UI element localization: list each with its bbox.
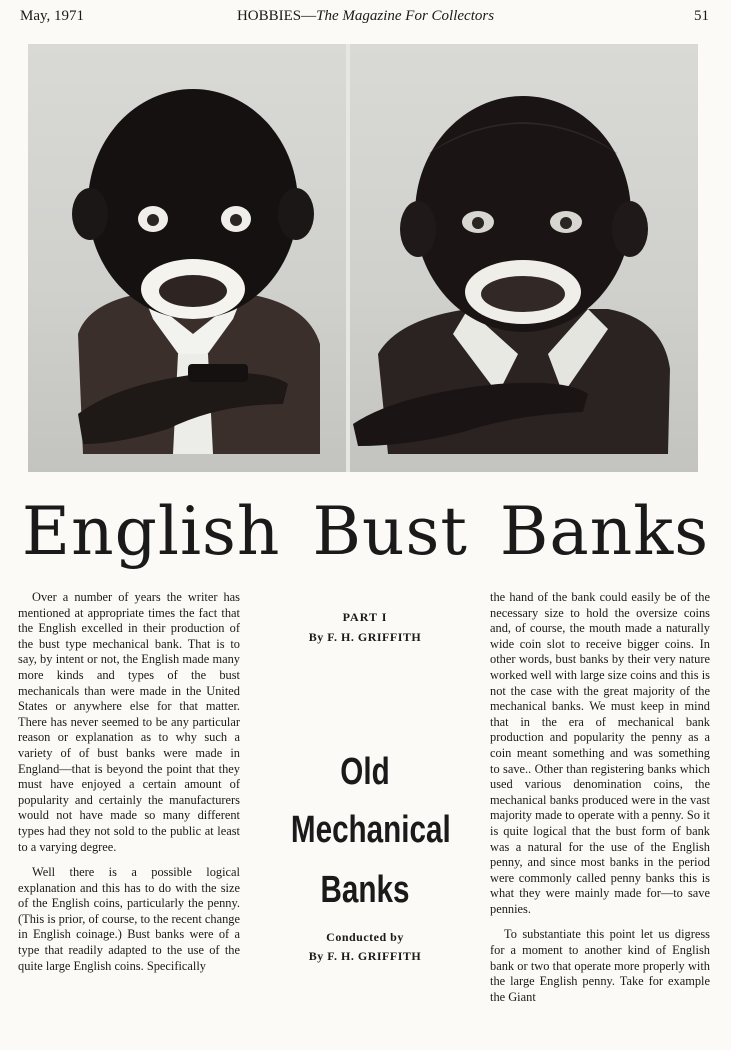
page-number: 51 xyxy=(694,8,709,24)
column-3-paragraph-1: the hand of the bank could easily be of the necessary size to hold the oversize coins and, of course, the mouth made a naturally wide coin slot to receive bigger coins. In other words, bust banks by their very nature worked well with large size coins and this is not the case with the great majority of the mechanical banks. We must keep in mind that in the era of mechanical bank production and popularity the penny as a coin meant something and was something to save.. Other than registering banks which used various denomination coins, the mechanical banks produced were in the vast majority made to operate with a penny. So it is quite logical that the bust form of bank was a natural for the use of the English penny, and since most banks in the period were commonly called penny banks this is what they were mainly made for—to save pennies. xyxy=(490,590,710,916)
column-1-paragraph-1: Over a number of years the writer has mentioned at appropriate times the fact that the English excelled in their production of the bust type mechanical bank. That is to say, by intent or not, the English made many more kinds and types of the bust mechanicals than were made in the United States or anywhere else for that matter. There has never seemed to be any particular reason or explanation as to why such a variety of of bust banks were made in England—that is beyond the point that they must have enjoyed a certain amount of popularity and certainly the manufacturers would not have made so many different types had they not sold to the public at least to a varying degree. xyxy=(18,590,240,854)
column-3-paragraph-2: To substantiate this point let us digress for a moment to another kind of English bank or two that operate more properly with the large English penny. Take for example the Giant xyxy=(490,927,710,1004)
column-title-line-3: Banks xyxy=(320,869,410,911)
column-1-paragraph-2: Well there is a possible logical explanation and this has to do with the size of the English coins, particularly the penny. (This is prior, of course, to the recent change in English coinage.) Bust banks were of a type that readily adapted to the use of the quite large English coins. Specifically xyxy=(18,865,240,973)
article-column-3 xyxy=(490,590,710,1015)
conducted-by-label: Conducted by xyxy=(326,930,404,944)
issue-date: May, 1971 xyxy=(20,8,85,24)
conductor-byline: By F. H. GRIFFITH xyxy=(308,949,422,963)
title-word-2: Bust xyxy=(312,493,468,570)
column-title-line-2: Mechanical xyxy=(290,809,451,851)
bank-photograph xyxy=(28,44,698,472)
title-word-1: English xyxy=(21,493,281,570)
author-byline: By F. H. GRIFFITH xyxy=(308,630,422,644)
page-header xyxy=(0,8,731,30)
article-column-1 xyxy=(18,590,240,984)
left-bust-bank-image xyxy=(58,84,328,464)
article-title xyxy=(0,492,731,572)
magazine-name: HOBBIES— xyxy=(236,8,317,24)
title-word-3: Banks xyxy=(499,493,710,570)
magazine-title xyxy=(0,8,731,25)
column-title-line-1: Old xyxy=(340,751,390,793)
right-bust-bank-image xyxy=(348,94,678,464)
part-label: PART I xyxy=(342,610,388,624)
magazine-tagline: The Magazine For Collectors xyxy=(316,8,495,24)
